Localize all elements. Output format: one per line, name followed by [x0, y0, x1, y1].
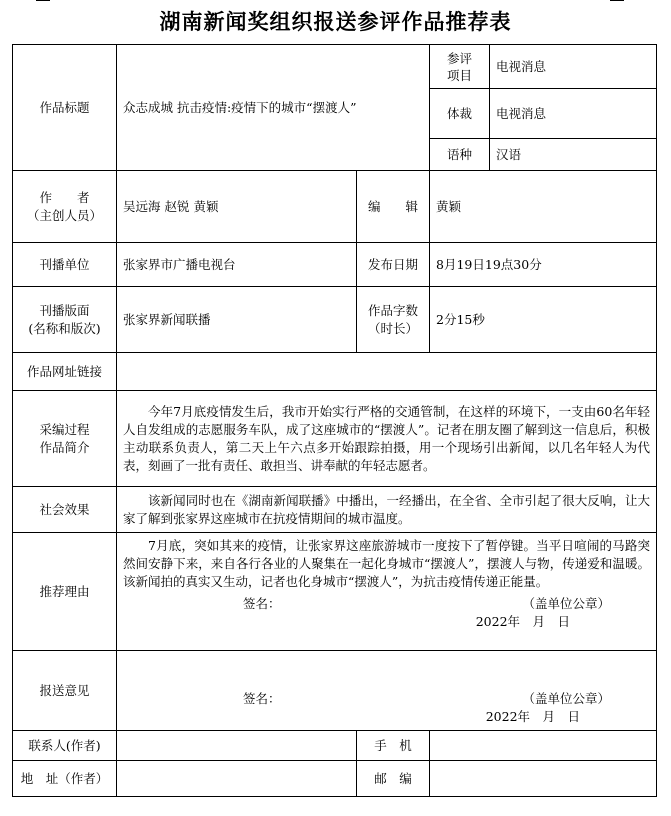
language-value[interactable]: 汉语	[490, 139, 657, 171]
work-title-label: 作品标题	[13, 45, 117, 171]
effect-label: 社会效果	[13, 487, 117, 533]
phone-label: 手 机	[357, 731, 430, 761]
recommendation-form	[12, 44, 657, 797]
process-text[interactable]: 今年7月底疫情发生后，我市开始实行严格的交通管制，在这样的环境下，一支由60名年轻人自发组成的志愿服务车队，成了这座城市的“摆渡人”。记者在朋友圈了解到这一信息后，积极主动联系负责人，第二天上午六点多开始跟踪拍摄，用一个现场引出新闻，以几名年轻人为代表，刻画了一批有责任、敢担当、讲奉献的年轻志愿者。	[117, 391, 657, 487]
page-title: 湖南新闻奖组织报送参评作品推荐表	[159, 10, 512, 34]
publish-date-label: 发布日期	[357, 243, 430, 287]
contact-value[interactable]	[117, 731, 357, 761]
contact-label: 联系人(作者)	[13, 731, 117, 761]
length-label: 作品字数 （时长）	[357, 287, 430, 353]
reason-sign-label: 签名：	[243, 596, 281, 611]
reason-date: 2022年 月 日	[475, 614, 571, 629]
postcode-label: 邮 编	[357, 761, 430, 797]
opinion-signature-row	[123, 690, 650, 708]
genre-value[interactable]: 电视消息	[490, 89, 657, 139]
effect-text[interactable]: 该新闻同时也在《湖南新闻联播》中播出，一经播出，在全省、全市引起了很大反响，让大家了解到张家界这座城市在抗疫情期间的城市温度。	[117, 487, 657, 533]
phone-value[interactable]	[430, 731, 657, 761]
editor-label: 编 辑	[357, 171, 430, 243]
top-mark-left	[36, 0, 50, 1]
reason-cell[interactable]	[117, 533, 657, 651]
work-title-value[interactable]: 众志成城 抗击疫情:疫情下的城市“摆渡人”	[117, 45, 430, 171]
opinion-sign-label: 签名：	[243, 691, 281, 706]
reason-label: 推荐理由	[13, 533, 117, 651]
publisher-label: 刊播单位	[13, 243, 117, 287]
address-value[interactable]	[117, 761, 357, 797]
reason-stamp-label: （盖单位公章）	[522, 596, 611, 611]
layout-value[interactable]: 张家界新闻联播	[117, 287, 357, 353]
author-value[interactable]: 吴远海 赵锐 黄颖	[117, 171, 357, 243]
opinion-date: 2022年 月 日	[485, 709, 581, 724]
layout-label: 刊播版面 (名称和版次)	[13, 287, 117, 353]
top-mark-right	[610, 0, 624, 1]
url-value[interactable]	[117, 353, 657, 391]
length-value[interactable]: 2分15秒	[430, 287, 657, 353]
category-value[interactable]: 电视消息	[490, 45, 657, 89]
address-label: 地 址（作者）	[13, 761, 117, 797]
language-label: 语种	[430, 139, 490, 171]
publish-date-value[interactable]: 8月19日19点30分	[430, 243, 657, 287]
url-label: 作品网址链接	[13, 353, 117, 391]
opinion-stamp-label: （盖单位公章）	[522, 691, 611, 706]
author-label: 作 者 （主创人员）	[13, 171, 117, 243]
opinion-cell[interactable]	[117, 651, 657, 731]
reason-text: 7月底，突如其来的疫情，让张家界这座旅游城市一度按下了暂停键。当平日喧闹的马路突然间安静下来，来自各行各业的人聚集在一起化身城市“摆渡人”，摆渡人与物，传递爱和温暖。该新闻拍的真实又生动，记者也化身城市“摆渡人”，为抗击疫情传递正能量。	[123, 538, 651, 589]
opinion-label: 报送意见	[13, 651, 117, 731]
category-label: 参评 项目	[430, 45, 490, 89]
publisher-value[interactable]: 张家界市广播电视台	[117, 243, 357, 287]
postcode-value[interactable]	[430, 761, 657, 797]
process-label: 采编过程 作品简介	[13, 391, 117, 487]
reason-signature-row	[123, 595, 650, 613]
editor-value[interactable]: 黄颖	[430, 171, 657, 243]
genre-label: 体裁	[430, 89, 490, 139]
